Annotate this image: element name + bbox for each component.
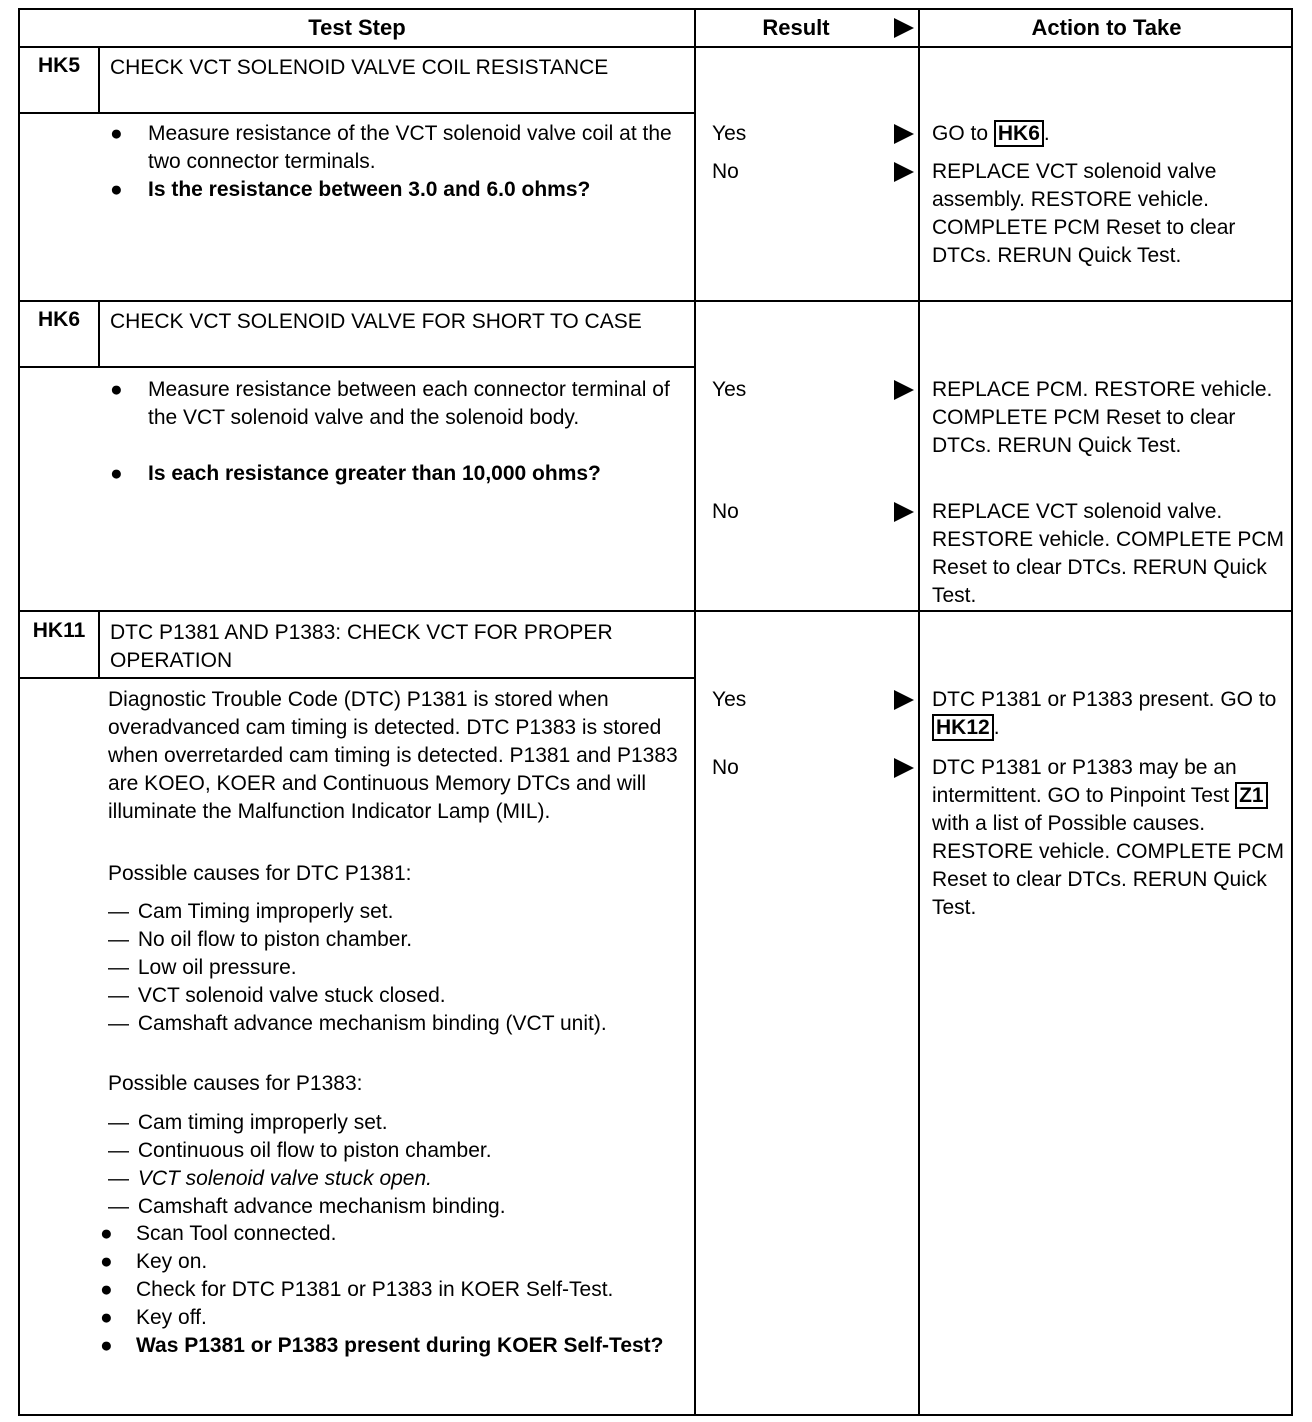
arrow-icon: [894, 758, 914, 778]
hk6-yes: Yes: [712, 378, 747, 401]
z1-link[interactable]: Z1: [1235, 782, 1268, 809]
list-item: — VCT solenoid valve stuck open.: [108, 1165, 678, 1193]
bullet-icon: ●: [110, 462, 123, 485]
list-item: — No oil flow to piston chamber.: [108, 926, 678, 954]
hk5-yes: Yes: [712, 122, 747, 145]
bullet-icon: ●: [100, 1278, 113, 1301]
dash: —: [108, 1012, 129, 1035]
hk11-title-underline: [20, 677, 696, 679]
hk6-yes-action: REPLACE PCM. RESTORE vehicle. COMPLETE PCM Reset to clear DTCs. RERUN Quick Test.: [932, 378, 1273, 457]
row-divider-hk6: [20, 300, 1291, 302]
bullet-icon: ●: [100, 1250, 113, 1273]
dash: —: [108, 1167, 129, 1190]
row-divider-hk11: [20, 610, 1291, 612]
dash: —: [108, 1195, 129, 1218]
bullet-icon: ●: [110, 122, 123, 145]
hk6-question: Is each resistance greater than 10,000 ohms?: [148, 462, 601, 485]
header-arrow-icon: [894, 18, 914, 38]
hk5-title: CHECK VCT SOLENOID VALVE COIL RESISTANCE: [110, 56, 609, 79]
hk6-code-divider: [98, 300, 100, 366]
hk11-no-action-text: DTC P1381 or P1383 may be an intermittent. GO to Pinpoint Test: [932, 756, 1237, 807]
dash: —: [108, 1111, 129, 1134]
hk11-code-divider: [98, 610, 100, 677]
list-item: ● Scan Tool connected.: [100, 1220, 680, 1248]
hk11-no: No: [712, 756, 739, 779]
hk11-no-action: [932, 754, 1287, 922]
bullet-icon: ●: [110, 178, 123, 201]
arrow-icon: [894, 380, 914, 400]
list-item: — Cam timing improperly set.: [108, 1109, 678, 1137]
bullet-icon: ●: [110, 378, 123, 401]
diagnostic-table: [18, 8, 1293, 1416]
hk11-yes: Yes: [712, 688, 747, 711]
hk6-bullet-1: Measure resistance between each connector terminal of the VCT solenoid valve and the solenoid body.: [148, 378, 670, 429]
hk5-no-action: REPLACE VCT solenoid valve assembly. RESTORE vehicle. COMPLETE PCM Reset to clear DTCs. RERUN Quick Test.: [932, 160, 1236, 267]
hk11-question: Was P1381 or P1383 present during KOER Self-Test?: [136, 1334, 664, 1357]
arrow-icon: [894, 502, 914, 522]
list-item: — Cam Timing improperly set.: [108, 898, 678, 926]
causes-1383-list: [108, 1109, 678, 1221]
hk5-code-divider: [98, 46, 100, 112]
list-item: — Continuous oil flow to piston chamber.: [108, 1137, 678, 1165]
causes-1381-list: [108, 898, 678, 1038]
hk11-intro: Diagnostic Trouble Code (DTC) P1381 is stored when overadvanced cam timing is detected. DTC P1383 is stored when overretarded cam timing is detected. P1381 and P1383 are KOEO, KOER and Continuous Memory DTCs and will illuminate the Malfunction Indicator Lamp (MIL).: [108, 688, 678, 823]
column-divider-action: [918, 10, 920, 1414]
hk11-code: HK11: [32, 619, 86, 642]
hk11-title: DTC P1381 AND P1383: CHECK VCT FOR PROPER OPERATION: [110, 621, 613, 672]
hk6-title-underline: [20, 366, 696, 368]
hk5-yes-action-text: GO to: [932, 122, 989, 145]
hk5-bullet-1: Measure resistance of the VCT solenoid valve coil at the two connector terminals.: [148, 122, 672, 173]
arrow-icon: [894, 162, 914, 182]
list-item: — Low oil pressure.: [108, 954, 678, 982]
list-item: — Camshaft advance mechanism binding.: [108, 1193, 678, 1221]
dash: —: [108, 900, 129, 923]
dash: —: [108, 928, 129, 951]
arrow-icon: [894, 124, 914, 144]
dash: —: [108, 984, 129, 1007]
hk12-link[interactable]: HK12: [932, 714, 994, 741]
bullet-icon: ●: [100, 1334, 113, 1357]
hk6-title: CHECK VCT SOLENOID VALVE FOR SHORT TO CASE: [110, 310, 642, 333]
column-divider-result: [694, 10, 696, 1414]
hk6-code: HK6: [37, 308, 80, 331]
hk5-question: Is the resistance between 3.0 and 6.0 ohms?: [148, 178, 591, 201]
hk5-yes-action: [932, 120, 1287, 148]
period: .: [1043, 122, 1050, 145]
hk5-no: No: [712, 160, 739, 183]
hk11-causes-1381-label: Possible causes for DTC P1381:: [108, 862, 412, 885]
list-item: — VCT solenoid valve stuck closed.: [108, 982, 678, 1010]
list-item: — Camshaft advance mechanism binding (VCT unit).: [108, 1010, 668, 1038]
list-item: [100, 1332, 676, 1360]
hk11-causes-1383-label: Possible causes for P1383:: [108, 1072, 363, 1095]
hk6-no: No: [712, 500, 739, 523]
dash: —: [108, 956, 129, 979]
hk5-title-underline: [20, 112, 696, 114]
hk11-no-action-text-2: with a list of Possible causes. RESTORE vehicle. COMPLETE PCM Reset to clear DTCs. RERUN Quick Test.: [932, 812, 1285, 919]
list-item: ● Check for DTC P1381 or P1383 in KOER Self-Test.: [100, 1276, 616, 1304]
list-item: ● Key on.: [100, 1248, 680, 1276]
header-divider: [20, 46, 1291, 48]
list-item: ● Key off.: [100, 1304, 680, 1332]
hk6-no-action: REPLACE VCT solenoid valve. RESTORE vehicle. COMPLETE PCM Reset to clear DTCs. RERUN Quick Test.: [932, 500, 1285, 607]
hk5-code: HK5: [37, 54, 80, 77]
hk11-yes-action: [932, 686, 1287, 742]
bullet-icon: ●: [100, 1222, 113, 1245]
period: .: [993, 716, 1000, 739]
header-action: Action to Take: [1031, 15, 1182, 40]
header-test-step: Test Step: [308, 15, 406, 40]
bullet-icon: ●: [100, 1306, 113, 1329]
hk11-steps: [100, 1220, 680, 1360]
arrow-icon: [894, 690, 914, 710]
hk11-yes-action-text: DTC P1381 or P1383 present. GO to: [932, 688, 1277, 711]
header-result: Result: [762, 15, 830, 40]
hk6-link[interactable]: HK6: [994, 120, 1044, 147]
dash: —: [108, 1139, 129, 1162]
